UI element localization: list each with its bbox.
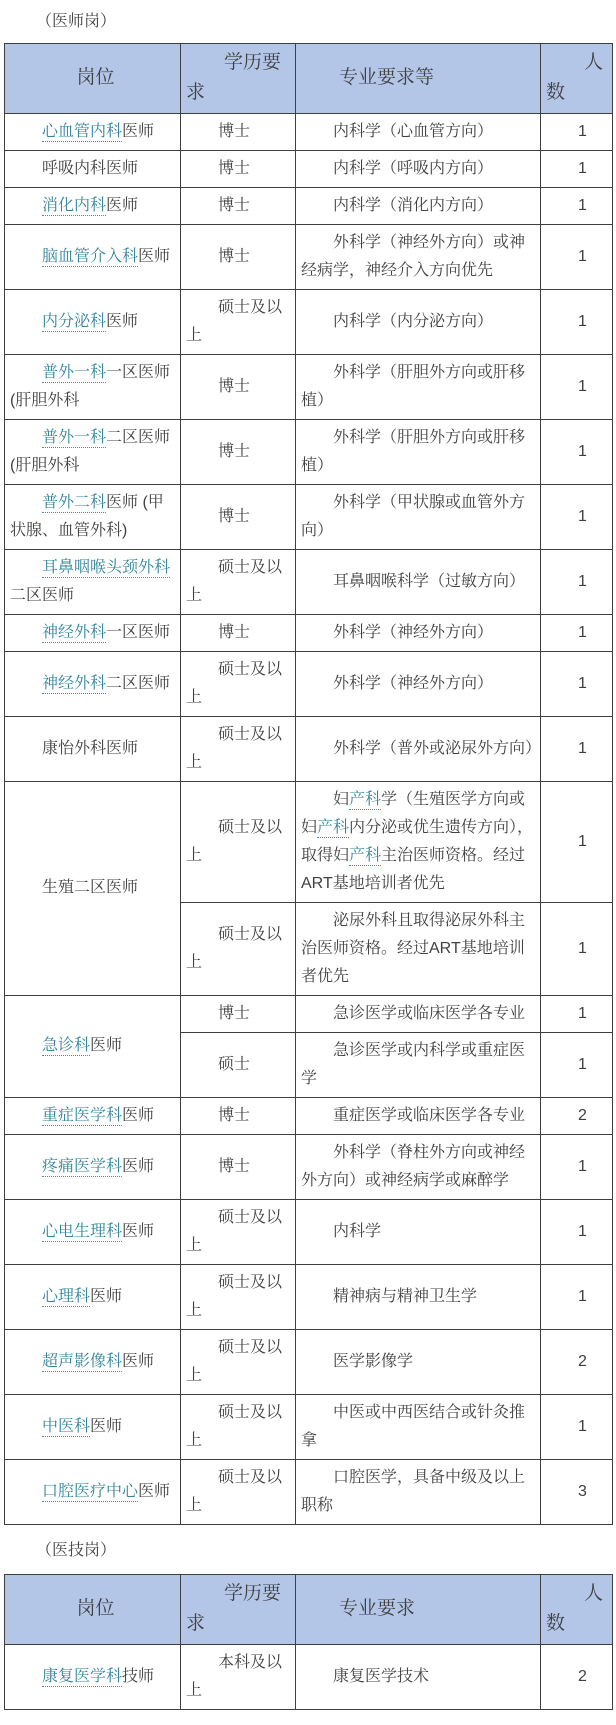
education-text: 本科及以上	[186, 1653, 283, 1699]
major-cell	[296, 224, 541, 289]
major-text	[301, 229, 535, 285]
headcount-value: 3	[578, 1482, 587, 1500]
education-text: 硕士及以上	[186, 1208, 283, 1254]
education-text: 硕士及以上	[186, 725, 283, 771]
headcount-value: 1	[578, 1287, 587, 1305]
major-cell	[296, 1199, 541, 1264]
position-cell	[5, 781, 181, 995]
headcount-value: 1	[578, 247, 587, 265]
department-link[interactable]: 超声影像科	[42, 1352, 123, 1370]
headcount-cell	[541, 995, 613, 1032]
major-cell	[296, 113, 541, 150]
headcount-cell	[541, 187, 613, 224]
headcount-value: 1	[578, 312, 587, 330]
department-link[interactable]: 脑血管介入科	[42, 247, 139, 265]
major-text	[301, 308, 535, 336]
table-row	[5, 1264, 613, 1329]
headcount-cell	[541, 1459, 613, 1524]
position-cell	[5, 113, 181, 150]
headcount-value: 1	[578, 507, 587, 525]
department-link[interactable]: 普外一科	[42, 363, 107, 381]
major-cell	[296, 1394, 541, 1459]
text-run: 学（生殖医学方向或妇	[301, 790, 526, 836]
department-link[interactable]: 急诊科	[42, 1037, 91, 1055]
text-run: 医师	[122, 1106, 155, 1124]
column-header-education: 学历要求	[181, 44, 296, 114]
text-run: 内科学（消化内方向）	[333, 196, 494, 214]
position-text	[10, 670, 175, 698]
text-run: 外科学（神经外方向）	[333, 623, 494, 641]
education-text: 博士	[218, 442, 251, 460]
major-text	[301, 155, 535, 183]
major-text	[301, 568, 535, 596]
table-header	[5, 1574, 613, 1644]
headcount-cell	[541, 224, 613, 289]
major-text	[301, 907, 535, 991]
text-run: 医师	[106, 196, 139, 214]
table-row	[5, 1459, 613, 1524]
position-text	[10, 308, 175, 336]
department-link[interactable]: 内分泌科	[42, 312, 107, 330]
headcount-cell	[541, 549, 613, 614]
position-cell	[5, 224, 181, 289]
position-cell	[5, 1134, 181, 1199]
education-text: 硕士及以上	[186, 1403, 283, 1449]
education-cell	[181, 1394, 296, 1459]
headcount-cell	[541, 419, 613, 484]
text-run: 内科学（内分泌方向）	[333, 312, 494, 330]
major-text	[301, 670, 535, 698]
position-text	[10, 1102, 175, 1130]
position-text	[10, 619, 175, 647]
headcount-cell	[541, 716, 613, 781]
major-text	[301, 1037, 535, 1093]
major-text	[301, 786, 535, 898]
column-header-position: 岗位	[5, 1574, 181, 1644]
headcount-cell	[541, 354, 613, 419]
education-text: 硕士及以上	[186, 925, 283, 971]
column-header-major: 专业要求等	[296, 44, 541, 114]
text-run: 医师	[122, 1157, 155, 1175]
major-cell	[296, 549, 541, 614]
major-cell	[296, 1644, 541, 1709]
table-row	[5, 1394, 613, 1459]
position-cell	[5, 484, 181, 549]
education-cell	[181, 1097, 296, 1134]
text-run: 医师	[122, 1222, 155, 1240]
header-row	[5, 1574, 613, 1644]
headcount-cell	[541, 902, 613, 995]
education-text: 博士	[218, 122, 251, 140]
text-run: 外科学（甲状腺或血管外方向）	[301, 493, 526, 539]
education-text: 博士	[218, 1004, 251, 1022]
text-run: 康复医学技术	[333, 1667, 430, 1685]
text-run: 内科学（心血管方向）	[333, 122, 494, 140]
department-link[interactable]: 产科	[317, 818, 350, 836]
text-run: 急诊医学或内科学或重症医学	[301, 1041, 526, 1087]
position-text	[10, 554, 175, 610]
position-text	[10, 1663, 175, 1691]
headcount-value: 1	[578, 674, 587, 692]
major-cell	[296, 651, 541, 716]
section-title-technician: （医技岗）	[36, 1541, 117, 1559]
major-cell	[296, 614, 541, 651]
major-text	[301, 424, 535, 480]
position-text	[10, 1478, 175, 1506]
table-body	[5, 113, 613, 1524]
education-text: 博士	[218, 1106, 251, 1124]
headcount-cell	[541, 150, 613, 187]
major-text	[301, 1399, 535, 1455]
text-run: 呼吸内科医师	[42, 159, 139, 177]
text-run: 二区医师	[106, 674, 171, 692]
column-header-headcount: 人数	[541, 1574, 613, 1644]
text-run: 内科学（呼吸内方向）	[333, 159, 494, 177]
position-text	[10, 1348, 175, 1376]
position-text	[10, 1283, 175, 1311]
major-text	[301, 1102, 535, 1130]
position-text	[10, 243, 175, 271]
table-row	[5, 113, 613, 150]
department-link[interactable]: 心血管内科	[42, 122, 123, 140]
position-text	[10, 489, 175, 545]
major-cell	[296, 150, 541, 187]
table-row	[5, 1134, 613, 1199]
education-cell	[181, 1199, 296, 1264]
education-cell	[181, 484, 296, 549]
text-run: 外科学（脊柱外方向或神经外方向）或神经病学或麻醉学	[301, 1143, 526, 1189]
text-run: 耳鼻咽喉科学（过敏方向）	[333, 572, 526, 590]
education-text: 博士	[218, 377, 251, 395]
department-link[interactable]: 心电生理科	[42, 1222, 123, 1240]
department-link[interactable]: 康复医学科	[42, 1667, 123, 1685]
position-cell	[5, 1644, 181, 1709]
major-text	[301, 735, 542, 763]
education-cell	[181, 224, 296, 289]
text-run: 医师	[122, 1352, 155, 1370]
headcount-cell	[541, 781, 613, 902]
major-text	[301, 359, 535, 415]
major-text	[301, 489, 535, 545]
text-run: 医师 (甲状腺、血管外科)	[10, 493, 164, 539]
education-text: 硕士及以上	[186, 1338, 283, 1384]
position-cell	[5, 419, 181, 484]
table-row	[5, 781, 613, 902]
department-link[interactable]: 中医科	[42, 1417, 91, 1435]
table-row	[5, 150, 613, 187]
position-cell	[5, 1264, 181, 1329]
table-row	[5, 995, 613, 1032]
education-text: 硕士及以上	[186, 1273, 283, 1319]
major-text	[301, 1663, 535, 1691]
position-text	[10, 424, 175, 480]
table-row	[5, 187, 613, 224]
table-row	[5, 549, 613, 614]
major-text	[301, 118, 535, 146]
education-cell	[181, 995, 296, 1032]
headcount-value: 2	[578, 1106, 587, 1124]
education-cell	[181, 354, 296, 419]
text-run: 外科学（神经外方向）	[333, 674, 494, 692]
text-run: 二区医师	[10, 586, 75, 604]
table-row	[5, 419, 613, 484]
headcount-value: 1	[578, 122, 587, 140]
headcount-cell	[541, 1199, 613, 1264]
education-cell	[181, 289, 296, 354]
text-run: 康怡外科医师	[42, 739, 139, 757]
text-run: 生殖二区医师	[42, 879, 139, 897]
major-text	[301, 1283, 535, 1311]
text-run: 外科学（神经外方向）或神经病学，神经介入方向优先	[301, 233, 526, 279]
text-run: 外科学（肝胆外方向或肝移植）	[301, 363, 526, 409]
position-cell	[5, 150, 181, 187]
education-cell	[181, 1644, 296, 1709]
headcount-value: 1	[578, 1157, 587, 1175]
department-link[interactable]: 重症医学科	[42, 1106, 123, 1124]
headcount-value: 1	[578, 739, 587, 757]
education-text: 博士	[218, 196, 251, 214]
major-cell	[296, 1459, 541, 1524]
headcount-value: 1	[578, 939, 587, 957]
headcount-value: 1	[578, 572, 587, 590]
education-cell	[181, 419, 296, 484]
table-row	[5, 1097, 613, 1134]
table-row	[5, 614, 613, 651]
position-text	[10, 359, 175, 415]
department-link[interactable]: 普外一科	[42, 428, 107, 446]
text-run: 重症医学或临床医学各专业	[333, 1106, 526, 1124]
education-text: 硕士	[218, 1055, 251, 1073]
headcount-value: 1	[578, 1417, 587, 1435]
position-text	[10, 1218, 175, 1246]
text-run: 泌尿外科且取得泌尿外科主治医师资格。经过ART基地培训者优先	[301, 911, 526, 985]
text-run: 医师	[138, 1482, 171, 1500]
major-cell	[296, 1264, 541, 1329]
table-header	[5, 44, 613, 114]
department-link[interactable]: 产科	[349, 790, 382, 808]
table-row	[5, 354, 613, 419]
text-run: 一区医师 (肝胆外科	[10, 363, 171, 409]
headcount-value: 1	[578, 377, 587, 395]
department-link[interactable]: 消化内科	[42, 196, 107, 214]
major-cell	[296, 289, 541, 354]
major-cell	[296, 1134, 541, 1199]
text-run: 医师	[90, 1417, 123, 1435]
major-text	[301, 1348, 535, 1376]
headcount-value: 2	[578, 1352, 587, 1370]
table-row	[5, 289, 613, 354]
text-run: 急诊医学或临床医学各专业	[333, 1004, 526, 1022]
major-cell	[296, 187, 541, 224]
text-run: 主治医师资格。经过ART基地培训者优先	[301, 846, 526, 892]
department-link[interactable]: 疼痛医学科	[42, 1157, 123, 1175]
position-text	[10, 1153, 175, 1181]
education-cell	[181, 1032, 296, 1097]
headcount-value: 1	[578, 1055, 587, 1073]
major-cell	[296, 716, 541, 781]
department-link[interactable]: 心理科	[42, 1287, 91, 1305]
position-cell	[5, 1097, 181, 1134]
position-text	[10, 735, 175, 763]
text-run: 一区医师	[106, 623, 171, 641]
department-link[interactable]: 神经外科	[42, 623, 107, 641]
education-text: 博士	[218, 507, 251, 525]
major-text	[301, 192, 535, 220]
table-row	[5, 1644, 613, 1709]
headcount-cell	[541, 113, 613, 150]
position-cell	[5, 549, 181, 614]
headcount-value: 1	[578, 1004, 587, 1022]
text-run: 内分泌或优生遗传方向），取得妇	[301, 818, 534, 864]
technician-job-table	[4, 1574, 613, 1710]
education-cell	[181, 614, 296, 651]
education-text: 硕士及以上	[186, 1468, 283, 1514]
table-row	[5, 484, 613, 549]
section-title-physician: （医师岗）	[36, 13, 117, 30]
text-run: 外科学（普外或泌尿外方向）	[333, 739, 542, 757]
major-cell	[296, 995, 541, 1032]
position-text	[10, 1413, 175, 1441]
table-row	[5, 1199, 613, 1264]
major-cell	[296, 1032, 541, 1097]
education-cell	[181, 651, 296, 716]
position-text	[10, 874, 175, 902]
major-text	[301, 619, 535, 647]
position-cell	[5, 1394, 181, 1459]
education-text: 博士	[218, 1157, 251, 1175]
position-cell	[5, 1329, 181, 1394]
table-body	[5, 1644, 613, 1709]
position-cell	[5, 1459, 181, 1524]
education-text: 硕士及以上	[186, 298, 283, 344]
column-header-headcount: 人数	[541, 44, 613, 114]
major-text	[301, 1000, 535, 1028]
department-link[interactable]: 口腔医疗中心	[42, 1482, 139, 1500]
headcount-cell	[541, 1329, 613, 1394]
major-text	[301, 1218, 535, 1246]
major-cell	[296, 902, 541, 995]
education-cell	[181, 902, 296, 995]
table-row	[5, 224, 613, 289]
headcount-cell	[541, 651, 613, 716]
column-header-education: 学历要求	[181, 1574, 296, 1644]
position-cell	[5, 995, 181, 1097]
education-text: 博士	[218, 247, 251, 265]
education-cell	[181, 781, 296, 902]
education-cell	[181, 1134, 296, 1199]
headcount-cell	[541, 1032, 613, 1097]
headcount-value: 2	[578, 1667, 587, 1685]
text-run: 中医或中西医结合或针灸推拿	[301, 1403, 526, 1449]
text-run: 外科学（肝胆外方向或肝移植）	[301, 428, 526, 474]
education-cell	[181, 549, 296, 614]
position-cell	[5, 289, 181, 354]
column-header-major: 专业要求	[296, 1574, 541, 1644]
headcount-value: 1	[578, 442, 587, 460]
table-row	[5, 716, 613, 781]
education-text: 硕士及以上	[186, 818, 283, 864]
text-run: 妇	[333, 790, 350, 808]
education-text: 硕士及以上	[186, 660, 283, 706]
education-cell	[181, 1459, 296, 1524]
education-cell	[181, 113, 296, 150]
department-link[interactable]: 普外二科	[42, 493, 107, 511]
major-cell	[296, 1329, 541, 1394]
text-run: 医师	[106, 312, 139, 330]
headcount-cell	[541, 484, 613, 549]
position-text	[10, 1032, 175, 1060]
position-cell	[5, 187, 181, 224]
headcount-cell	[541, 1134, 613, 1199]
text-run: 口腔医学，具备中级及以上职称	[301, 1468, 526, 1514]
education-text: 硕士及以上	[186, 558, 283, 604]
major-cell	[296, 781, 541, 902]
education-text: 博士	[218, 159, 251, 177]
text-run: 医师	[122, 122, 155, 140]
headcount-cell	[541, 1097, 613, 1134]
text-run: 技师	[122, 1667, 155, 1685]
position-text	[10, 118, 175, 146]
headcount-cell	[541, 1644, 613, 1709]
education-cell	[181, 1329, 296, 1394]
headcount-value: 1	[578, 196, 587, 214]
education-cell	[181, 1264, 296, 1329]
position-text	[10, 155, 175, 183]
major-cell	[296, 484, 541, 549]
education-text: 博士	[218, 623, 251, 641]
headcount-cell	[541, 614, 613, 651]
position-cell	[5, 354, 181, 419]
position-cell	[5, 651, 181, 716]
major-text	[301, 1139, 535, 1195]
text-run: 内科学	[333, 1222, 382, 1240]
table-row	[5, 1329, 613, 1394]
headcount-cell	[541, 1264, 613, 1329]
text-run: 精神病与精神卫生学	[333, 1287, 478, 1305]
headcount-value: 1	[578, 832, 587, 850]
text-run: 医学影像学	[333, 1352, 414, 1370]
education-cell	[181, 150, 296, 187]
position-cell	[5, 614, 181, 651]
text-run: 医师	[138, 247, 171, 265]
headcount-cell	[541, 289, 613, 354]
physician-job-table	[4, 43, 613, 1525]
text-run: 医师	[90, 1287, 123, 1305]
text-run: 医师	[90, 1037, 123, 1055]
major-cell	[296, 354, 541, 419]
education-cell	[181, 187, 296, 224]
column-header-position: 岗位	[5, 44, 181, 114]
department-link[interactable]: 耳鼻咽喉头颈外科	[42, 558, 171, 576]
department-link[interactable]: 神经外科	[42, 674, 107, 692]
education-cell	[181, 716, 296, 781]
position-cell	[5, 1199, 181, 1264]
department-link[interactable]: 产科	[349, 846, 382, 864]
position-text	[10, 192, 175, 220]
major-cell	[296, 419, 541, 484]
headcount-value: 1	[578, 623, 587, 641]
header-row	[5, 44, 613, 114]
major-cell	[296, 1097, 541, 1134]
headcount-value: 1	[578, 159, 587, 177]
text-run: 二区医师 (肝胆外科	[10, 428, 171, 474]
headcount-value: 1	[578, 1222, 587, 1240]
headcount-cell	[541, 1394, 613, 1459]
position-cell	[5, 716, 181, 781]
table-row	[5, 651, 613, 716]
major-text	[301, 1464, 535, 1520]
